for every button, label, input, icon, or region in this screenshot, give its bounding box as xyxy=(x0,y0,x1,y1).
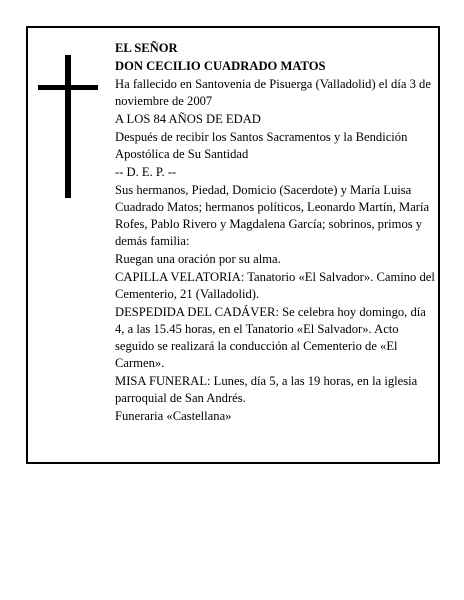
death-info: Ha fallecido en Santovenia de Pisuerga (Valladolid) el día 3 de noviembre de 2007 xyxy=(115,77,431,108)
obituary-notice xyxy=(26,26,440,464)
cross-icon xyxy=(38,55,98,198)
funeral-mass-line: MISA FUNERAL: Lunes, día 5, a las 19 horas, en la iglesia parroquial de San Andrés. xyxy=(115,374,418,405)
chapel-line: CAPILLA VELATORIA: Tanatorio «El Salvador». Camino del Cementerio, 21 (Valladolid). xyxy=(115,270,435,301)
cross-vertical-bar xyxy=(65,55,71,198)
funeral-home-line: Funeraria «Castellana» xyxy=(115,409,232,423)
family-line: Sus hermanos, Piedad, Domicio (Sacerdote) y María Luisa Cuadrado Matos; hermanos políticos, Leonardo Martín, María Rofes, Pablo Rivero y Magdalena García; sobrinos, primos y demás familia: xyxy=(115,183,430,248)
sacraments-line: Después de recibir los Santos Sacramentos y la Bendición Apostólica de Su Santidad xyxy=(115,130,408,161)
deceased-name: DON CECILIO CUADRADO MATOS xyxy=(115,59,326,73)
cross-horizontal-bar xyxy=(38,85,98,90)
age-line: A LOS 84 AÑOS DE EDAD xyxy=(115,112,261,126)
title-line-1: EL SEÑOR xyxy=(115,41,178,55)
farewell-line: DESPEDIDA DEL CADÁVER: Se celebra hoy domingo, día 4, a las 15.45 horas, en el Tanatorio «El Salvador». Acto seguido se realizará la conducción al Cementerio de «El Carmen». xyxy=(115,305,426,370)
rip-line: -- D. E. P. -- xyxy=(115,165,177,179)
obituary-text xyxy=(115,40,435,425)
prayer-line: Ruegan una oración por su alma. xyxy=(115,252,281,266)
